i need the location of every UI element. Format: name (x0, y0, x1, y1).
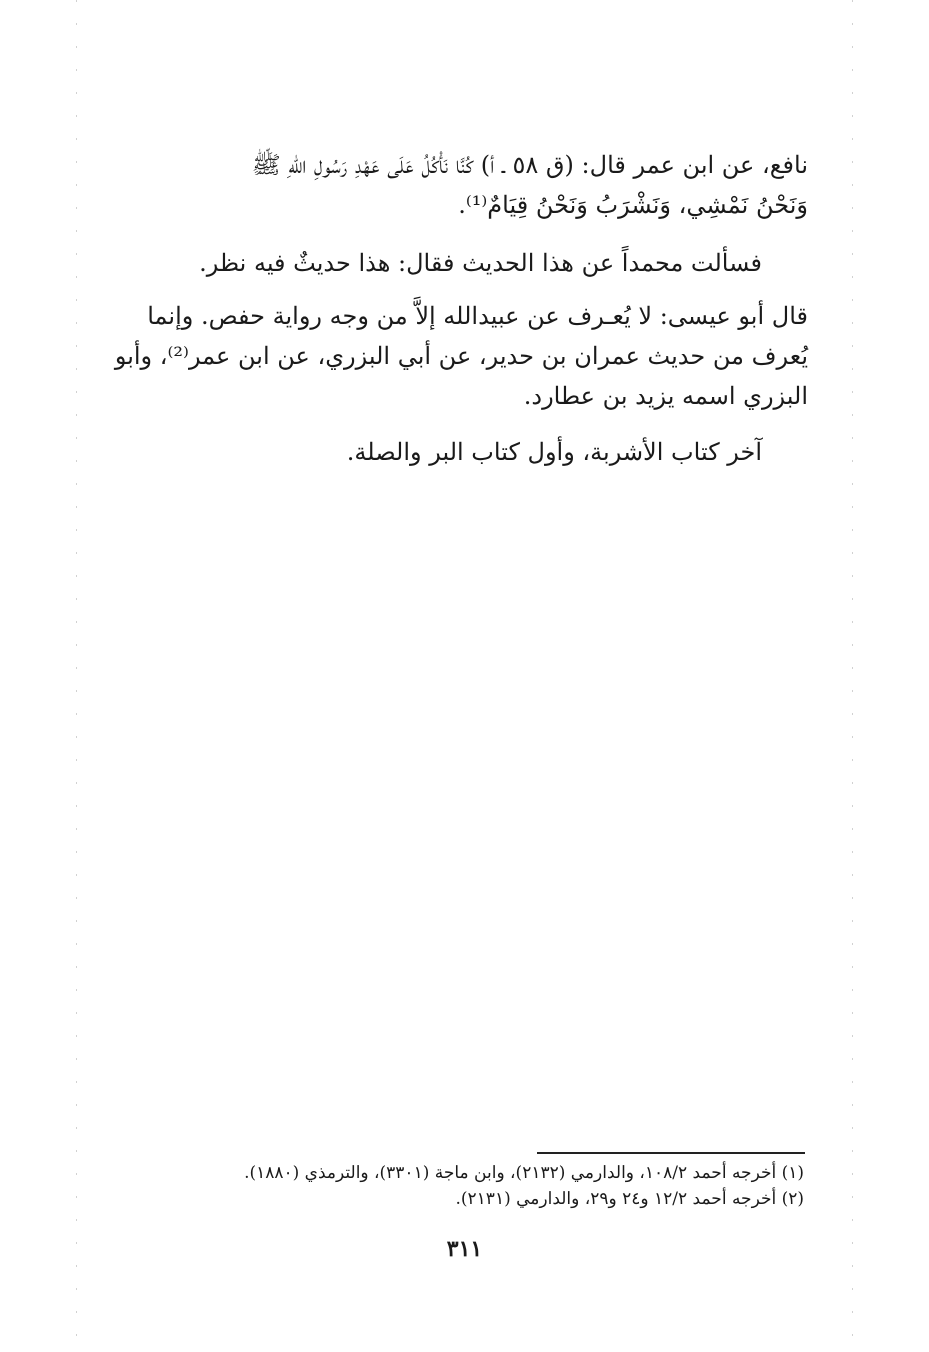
text-line: آخر كتاب الأشربة، وأول كتاب البر والصلة. (346, 438, 762, 466)
text-line: وَنَحْنُ نَمْشِي، وَنَشْرَبُ وَنَحْنُ قِيَامٌ⁽¹⁾. (458, 191, 808, 219)
text-line: فسألت محمداً عن هذا الحديث فقال: هذا حديثٌ فيه نظر. (199, 249, 762, 277)
paragraph-hadith (252, 145, 808, 225)
footnote-divider (537, 1152, 805, 1154)
paragraph-commentary (115, 296, 808, 416)
scan-artifact (852, 0, 853, 1352)
text-line: يُعرف من حديث عمران بن حدير، عن أبي البزري، عن ابن عمر⁽²⁾، وأبو (114, 342, 808, 370)
text-line: البزري اسمه يزيد بن عطارد. (523, 382, 808, 410)
footnote-2: (٢) أخرجه أحمد ١٢/٢ و٢٤ و٢٩، والدارمي (٢١٣١). (455, 1189, 804, 1209)
footnote-1: (١) أخرجه أحمد ١٠٨/٢، والدارمي (٢١٣٢)، وابن ماجة (٣٣٠١)، والترمذي (١٨٨٠). (244, 1163, 804, 1183)
paragraph-chapter-end (347, 432, 762, 472)
text-line: نافع، عن ابن عمر قال: (ق ٥٨ ـ أ) كُنَّا نَأْكُلُ عَلَى عَهْدِ رَسُولِ اللهِ ﷺ (251, 151, 808, 179)
page-number: ٣١١ (446, 1236, 483, 1262)
paragraph-question (199, 243, 762, 283)
text-line: قال أبو عيسى: لا يُعـرف عن عبيدالله إلاَّ من وجه رواية حفص. وإنما (147, 302, 808, 330)
scan-artifact (76, 0, 77, 1352)
